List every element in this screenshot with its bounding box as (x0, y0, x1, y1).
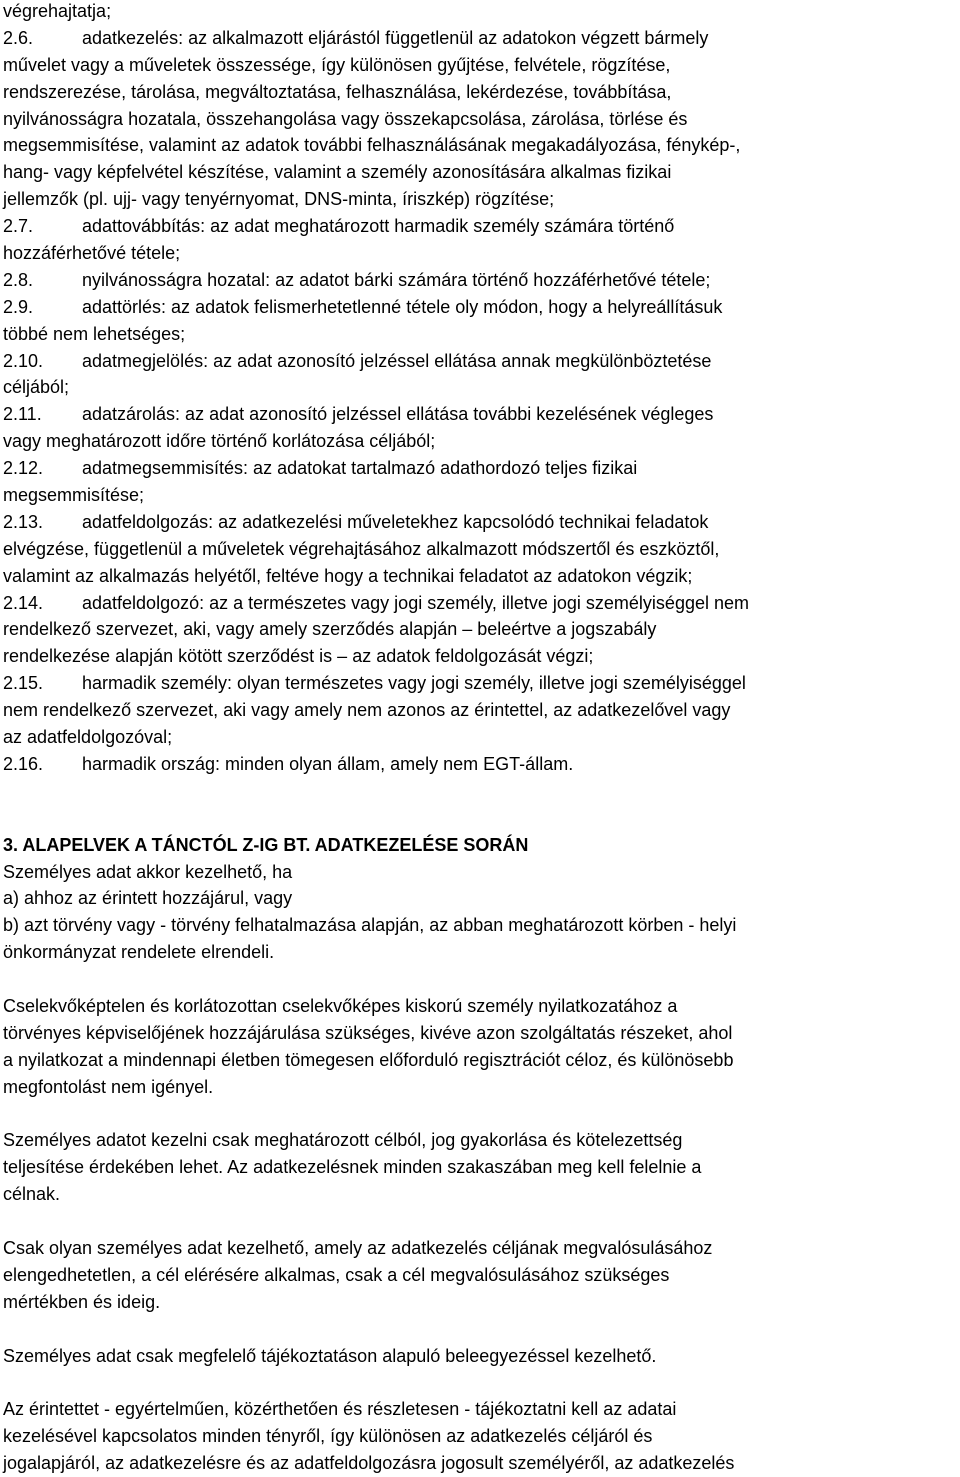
definition-text: vagy meghatározott időre történő korlátozása céljából; (3, 431, 436, 452)
paragraph (3, 1343, 955, 1370)
definition-text: művelet vagy a műveletek összessége, így különösen gyűjtése, felvétele, rögzítése, (3, 54, 671, 75)
definition-item (3, 455, 955, 509)
document-page (3, 0, 955, 1477)
definition-text: adatzárolás: az adat azonosító jelzéssel ellátása további kezelésének végleges (82, 404, 714, 425)
definition-number: 2.10. (3, 350, 44, 371)
definition-number: 2.15. (3, 673, 44, 694)
definition-text: rendelkezése alapján kötött szerződést is – az adatok feldolgozását végzi; (3, 646, 594, 667)
paragraph-line: törvényes képviselőjének hozzájárulása szükséges, kivéve azon szolgáltatás részeket, ahol (3, 1022, 733, 1043)
definition-text: adatfeldolgozás: az adatkezelési műveletekhez kapcsolódó technikai feladatok (82, 511, 709, 532)
paragraph (3, 1235, 955, 1316)
spacer (3, 1208, 955, 1235)
paragraph-line: a) ahhoz az érintett hozzájárul, vagy (3, 888, 293, 909)
intro-line: végrehajtatja; (3, 1, 112, 21)
definition-number: 2.8. (3, 269, 34, 290)
paragraph-line: elengedhetetlen, a cél elérésére alkalmas, csak a cél megvalósulásához szükséges (3, 1264, 670, 1285)
paragraph-line: mértékben és ideig. (3, 1291, 161, 1312)
paragraph-line: a nyilatkozat a mindennapi életben tömegesen előforduló regisztrációt céloz, és különösebb (3, 1049, 734, 1070)
definition-item (3, 348, 955, 402)
paragraph-line: b) azt törvény vagy - törvény felhatalmazása alapján, az abban meghatározott körben - helyi (3, 915, 737, 936)
definition-text: adatmegsemmisítés: az adatokat tartalmazó adathordozó teljes fizikai (82, 458, 638, 479)
definition-text: megsemmisítése; (3, 485, 145, 506)
definition-number: 2.6. (3, 27, 34, 48)
definition-item (3, 213, 955, 267)
paragraph-line: célnak. (3, 1184, 61, 1205)
section-heading: 3. ALAPELVEK A TÁNCTÓL Z-IG BT. ADATKEZELÉSE SORÁN (3, 834, 529, 855)
spacer (3, 778, 955, 832)
definition-item (3, 670, 955, 751)
spacer (3, 1316, 955, 1343)
paragraph-line: megfontolást nem igényel. (3, 1076, 214, 1097)
definition-text: harmadik ország: minden olyan állam, amely nem EGT-állam. (82, 753, 574, 774)
paragraph-line: Az érintettet - egyértelműen, közérthetően és részletesen - tájékoztatni kell az adatai (3, 1399, 677, 1420)
definition-text: megsemmisítése, valamint az adatok további felhasználásának megakadályozása, fénykép-, (3, 135, 741, 156)
definition-text: nem rendelkező szervezet, aki vagy amely nem azonos az érintettel, az adatkezelővel vagy (3, 700, 731, 721)
paragraph (3, 1396, 955, 1477)
definition-text: hozzáférhetővé tétele; (3, 243, 181, 264)
definition-text: nyilvánosságra hozatala, összehangolása vagy összekapcsolása, zárolása, törlése és (3, 108, 688, 129)
definition-text: harmadik személy: olyan természetes vagy jogi személy, illetve jogi személyiséggel (82, 673, 746, 694)
definition-number: 2.14. (3, 592, 44, 613)
definition-text: hang- vagy képfelvétel készítése, valamint a személy azonosítására alkalmas fizikai (3, 162, 672, 183)
definition-number: 2.7. (3, 216, 34, 237)
paragraph-line: önkormányzat rendelete elrendeli. (3, 942, 275, 963)
definition-item (3, 267, 955, 294)
definitions-list (3, 25, 955, 778)
paragraph-line: jogalapjáról, az adatkezelésre és az adatfeldolgozásra jogosult személyéről, az adatkezelés (3, 1453, 735, 1474)
definition-text: az adatfeldolgozóval; (3, 727, 173, 748)
definition-text: rendelkező szervezet, aki, vagy amely szerződés alapján – beleértve a jogszabály (3, 619, 657, 640)
paragraph (3, 993, 955, 1101)
definition-text: többé nem lehetséges; (3, 323, 186, 344)
definition-text: nyilvánosságra hozatal: az adatot bárki számára történő hozzáférhetővé tétele; (82, 269, 711, 290)
paragraph-line: teljesítése érdekében lehet. Az adatkezelésnek minden szakaszában meg kell felelnie a (3, 1157, 702, 1178)
definition-text: rendszerezése, tárolása, megváltoztatása, felhasználása, lekérdezése, továbbítása, (3, 81, 672, 102)
paragraph-line: Csak olyan személyes adat kezelhető, amely az adatkezelés céljának megvalósulásához (3, 1237, 713, 1258)
definition-item (3, 590, 955, 671)
definition-text: valamint az alkalmazás helyétől, feltéve hogy a technikai feladatot az adatokon végzik; (3, 565, 693, 586)
definition-text: adatkezelés: az alkalmazott eljárástól függetlenül az adatokon végzett bármely (82, 27, 709, 48)
paragraph-line: Cselekvőképtelen és korlátozottan cselekvőképes kiskorú személy nyilatkozatához a (3, 995, 678, 1016)
definition-number: 2.13. (3, 511, 44, 532)
definition-number: 2.12. (3, 458, 44, 479)
definition-text: adattörlés: az adatok felismerhetetlenné tétele oly módon, hogy a helyreállításuk (82, 296, 723, 317)
definition-item (3, 401, 955, 455)
spacer (3, 1101, 955, 1128)
definition-text: céljából; (3, 377, 70, 398)
section-intro (3, 859, 955, 967)
definition-item (3, 294, 955, 348)
definition-text: jellemzők (pl. ujj- vagy tenyérnyomat, DNS-minta, íriszkép) rögzítése; (3, 189, 555, 210)
paragraph (3, 1127, 955, 1208)
spacer (3, 1369, 955, 1396)
definition-item (3, 509, 955, 590)
paragraph-line: Személyes adat csak megfelelő tájékoztatáson alapuló beleegyezéssel kezelhető. (3, 1345, 657, 1366)
spacer (3, 966, 955, 993)
paragraph-line: kezelésével kapcsolatos minden tényről, így különösen az adatkezelés céljáról és (3, 1426, 653, 1447)
definition-number: 2.11. (3, 404, 42, 425)
definition-item (3, 751, 955, 778)
definition-item (3, 25, 955, 213)
definition-number: 2.9. (3, 296, 34, 317)
definition-number: 2.16. (3, 753, 44, 774)
definition-text: elvégzése, függetlenül a műveletek végrehajtásához alkalmazott módszertől és eszköztől, (3, 538, 720, 559)
definition-text: adatfeldolgozó: az a természetes vagy jogi személy, illetve jogi személyiséggel nem (82, 592, 749, 613)
paragraph-line: Személyes adat akkor kezelhető, ha (3, 861, 293, 882)
definition-text: adatmegjelölés: az adat azonosító jelzéssel ellátása annak megkülönböztetése (82, 350, 712, 371)
definition-text: adattovábbítás: az adat meghatározott harmadik személy számára történő (82, 216, 675, 237)
paragraph-line: Személyes adatot kezelni csak meghatározott célból, jog gyakorlása és kötelezettség (3, 1130, 683, 1151)
